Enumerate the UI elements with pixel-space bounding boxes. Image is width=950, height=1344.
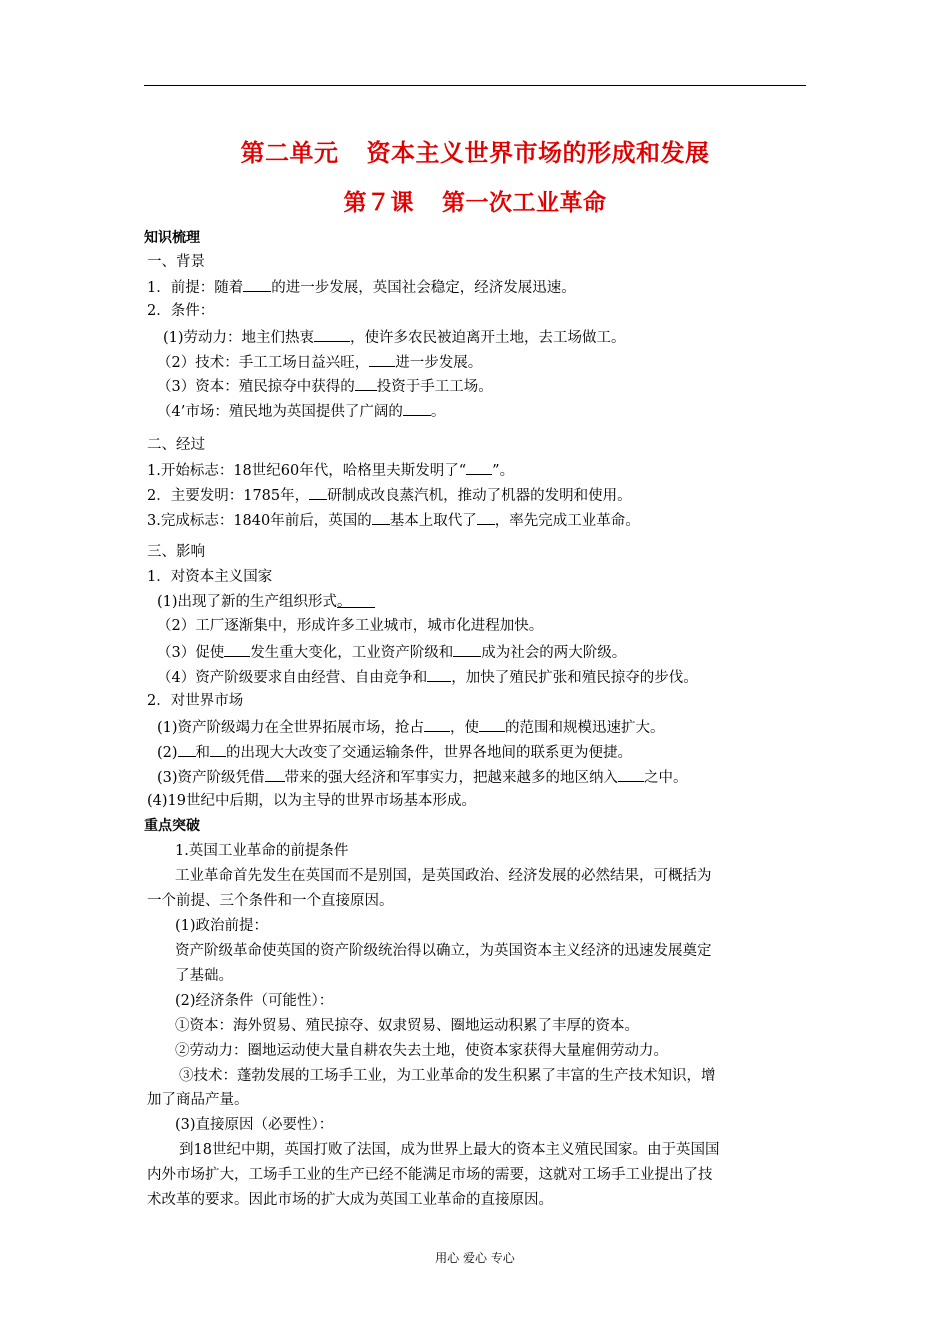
lesson-title: 第７课 第一次工业革命	[343, 190, 607, 216]
background-heading: 一、背景	[147, 254, 205, 270]
cap-countries-line: 1．对资本主义国家	[147, 569, 273, 585]
blank	[479, 716, 505, 732]
key-point-10b: 内外市场扩大，工场手工业的生产已经不能满足市场的需要，这就对工场手工业提出了技	[147, 1167, 713, 1183]
premise-line: 1．前提：随着 的进一步发展，英国社会稳定，经济发展迅速。	[147, 276, 576, 298]
key-heading: 重点突破	[144, 818, 200, 834]
invent-line: 2．主要发明：1785年， 研制成改良蒸汽机，推动了机器的发明和使用。	[147, 484, 632, 506]
blank	[453, 641, 481, 657]
market-line: （4’市场：殖民地为英国提供了广阔的 。	[157, 400, 445, 422]
blank	[355, 375, 377, 391]
blank	[265, 766, 285, 782]
labor-line: (1)劳动力：地主们热衷 ，使许多农民被迫离开土地，去工场做工。	[163, 326, 626, 348]
blank	[178, 741, 196, 757]
process-heading: 二、经过	[147, 437, 205, 453]
key-point-6: ①资本：海外贸易、殖民掠夺、奴隶贸易、圈地运动积累了丰厚的资本。	[175, 1018, 639, 1034]
key-point-4b: 了基础。	[175, 968, 233, 984]
finish-line: 3.完成标志：1840年前后，英国的 基本上取代了 ，率先完成工业革命。	[147, 509, 640, 531]
wm3-line: (3)资产阶级凭借 带来的强大经济和军事实力，把越来越多的地区纳入 之中。	[157, 766, 688, 788]
key-point-9: (3)直接原因（必要性）：	[175, 1117, 334, 1133]
key-point-10c: 术改革的要求。因此市场的扩大成为英国工业革命的直接原因。	[147, 1192, 553, 1208]
key-point-7: ②劳动力：圈地运动使大量自耕农失去土地，使资本家获得大量雇佣劳动力。	[175, 1043, 668, 1059]
wm4-line: (4)19世纪中后期，以为主导的世界市场基本形成。	[147, 793, 476, 809]
page-footer: 用心 爱心 专心	[435, 1251, 515, 1265]
blank	[477, 509, 495, 525]
blank	[424, 716, 450, 732]
blank	[369, 351, 395, 367]
impact-heading: 三、影响	[147, 544, 205, 560]
key-point-3: (1)政治前提：	[175, 918, 269, 934]
key-point-4a: 资产阶级革命使英国的资产阶级统治得以确立，为英国资本主义经济的迅速发展奠定	[175, 943, 712, 959]
key-point-8b: 加了商品产量。	[147, 1092, 249, 1108]
header-rule	[144, 85, 806, 86]
key-point-8a: ③技术：蓬勃发展的工场手工业，为工业革命的发生积累了丰富的生产技术知识，增	[179, 1068, 716, 1084]
blank	[372, 509, 390, 525]
key-point-2b: 一个前提、三个条件和一个直接原因。	[147, 893, 394, 909]
blank	[243, 276, 271, 292]
start-line: 1.开始标志：18世纪60年代，哈格里夫斯发明了“ ”。	[147, 459, 514, 481]
key-point-10a: 到18世纪中期，英国打败了法国，成为世界上最大的资本主义殖民国家。由于英国国	[179, 1142, 720, 1158]
review-heading: 知识梳理	[144, 230, 200, 246]
blank	[466, 459, 492, 475]
key-point-5: (2)经济条件（可能性）：	[175, 993, 334, 1009]
conditions-line: 2．条件：	[147, 303, 215, 319]
blank: 。	[337, 592, 375, 608]
factory-line: （2）工厂逐渐集中，形成许多工业城市，城市化进程加快。	[157, 618, 544, 634]
wm1-line: (1)资产阶级竭力在全世界拓展市场，抢占 ，使 的范围和规模迅速扩大。	[157, 716, 665, 738]
wm2-line: (2) 和 的出现大大改变了交通运输条件，世界各地间的联系更为便捷。	[157, 741, 632, 763]
blank	[618, 766, 644, 782]
blank	[309, 484, 327, 500]
blank	[427, 666, 451, 682]
tech-line: （2）技术：手工工场日益兴旺， 进一步发展。	[157, 351, 482, 373]
free-line: （4）资产阶级要求自由经营、自由竞争和 ，加快了殖民扩张和殖民掠夺的步伐。	[157, 666, 698, 688]
blank	[210, 741, 226, 757]
org-line: (1)出现了新的生产组织形式。	[157, 592, 375, 612]
key-point-2a: 工业革命首先发生在英国而不是别国，是英国政治、经济发展的必然结果，可概括为	[175, 868, 712, 884]
blank	[224, 641, 250, 657]
key-point-1: 1.英国工业革命的前提条件	[175, 843, 349, 859]
capital-line: （3）资本：殖民掠夺中获得的 投资于手工工场。	[157, 375, 493, 397]
class-line: （3）促使 发生重大变化，工业资产阶级和 成为社会的两大阶级。	[157, 641, 626, 663]
world-market-line: 2．对世界市场	[147, 693, 244, 709]
unit-title: 第二单元 资本主义世界市场的形成和发展	[240, 139, 710, 167]
blank	[403, 400, 431, 416]
blank	[314, 326, 350, 342]
